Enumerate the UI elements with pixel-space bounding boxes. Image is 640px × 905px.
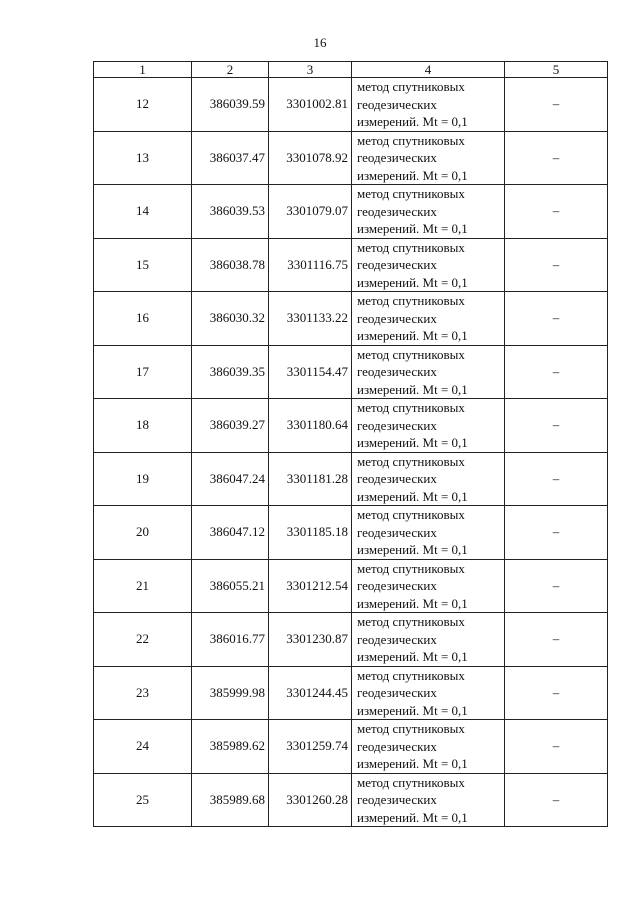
note-cell: – <box>505 613 608 667</box>
method-line: измерений. Mt = 0,1 <box>357 167 468 183</box>
method-line: метод спутниковых <box>357 400 465 415</box>
method-line: геодезических <box>357 150 437 165</box>
method-line: измерений. Mt = 0,1 <box>357 595 468 611</box>
table-row <box>94 506 608 560</box>
method-line: геодезических <box>357 524 437 540</box>
y-coordinate-cell: 3301259.74 <box>269 720 352 774</box>
method-cell <box>352 399 505 453</box>
method-line: метод спутниковых <box>357 453 465 469</box>
method-line: метод спутниковых <box>357 614 465 629</box>
header-col-2: 2 <box>192 62 269 78</box>
table-row <box>94 666 608 720</box>
point-number-cell: 13 <box>94 131 192 185</box>
method-cell <box>352 78 505 132</box>
method-cell <box>352 345 505 399</box>
table-row <box>94 773 608 827</box>
point-number-cell: 21 <box>94 559 192 613</box>
point-number-cell: 23 <box>94 666 192 720</box>
method-line: геодезических <box>357 257 437 272</box>
point-number-cell: 15 <box>94 238 192 292</box>
x-coordinate-cell: 385999.98 <box>192 666 269 720</box>
note-cell: – <box>505 720 608 774</box>
table-row <box>94 345 608 399</box>
method-cell <box>352 238 505 292</box>
note-cell: – <box>505 345 608 399</box>
point-number-cell: 19 <box>94 452 192 506</box>
y-coordinate-cell: 3301244.45 <box>269 666 352 720</box>
method-line: геодезических <box>357 631 437 647</box>
note-cell: – <box>505 666 608 720</box>
method-line: метод спутниковых <box>357 560 465 576</box>
method-line: геодезических <box>357 792 437 807</box>
x-coordinate-cell: 386047.24 <box>192 452 269 506</box>
x-coordinate-cell: 385989.62 <box>192 720 269 774</box>
note-cell: – <box>505 399 608 453</box>
y-coordinate-cell: 3301181.28 <box>269 452 352 506</box>
table-header <box>94 62 608 78</box>
coordinates-table <box>93 61 608 827</box>
y-coordinate-cell: 3301185.18 <box>269 506 352 560</box>
note-cell: – <box>505 773 608 827</box>
method-line: измерений. Mt = 0,1 <box>357 488 468 504</box>
x-coordinate-cell: 386039.53 <box>192 185 269 239</box>
method-line: метод спутниковых <box>357 79 465 94</box>
y-coordinate-cell: 3301133.22 <box>269 292 352 346</box>
method-cell <box>352 666 505 720</box>
header-row <box>94 62 608 78</box>
note-cell: – <box>505 559 608 613</box>
method-line: геодезических <box>357 364 437 379</box>
point-number-cell: 22 <box>94 613 192 667</box>
method-line: геодезических <box>357 738 437 754</box>
point-number-cell: 16 <box>94 292 192 346</box>
header-col-4: 4 <box>352 62 505 78</box>
method-line: измерений. Mt = 0,1 <box>357 114 468 129</box>
method-line: геодезических <box>357 310 437 326</box>
point-number-cell: 17 <box>94 345 192 399</box>
method-line: метод спутниковых <box>357 186 465 201</box>
table-body <box>94 78 608 827</box>
method-line: геодезических <box>357 417 437 433</box>
table-row <box>94 131 608 185</box>
method-line: метод спутниковых <box>357 507 465 522</box>
method-line: геодезических <box>357 578 437 593</box>
method-cell <box>352 292 505 346</box>
method-line: измерений. Mt = 0,1 <box>357 274 468 290</box>
note-cell: – <box>505 452 608 506</box>
method-line: измерений. Mt = 0,1 <box>357 702 468 718</box>
x-coordinate-cell: 386016.77 <box>192 613 269 667</box>
method-cell <box>352 559 505 613</box>
method-cell <box>352 131 505 185</box>
method-cell <box>352 720 505 774</box>
note-cell: – <box>505 292 608 346</box>
note-cell: – <box>505 238 608 292</box>
method-line: метод спутниковых <box>357 667 465 683</box>
method-cell <box>352 452 505 506</box>
note-cell: – <box>505 185 608 239</box>
point-number-cell: 25 <box>94 773 192 827</box>
method-line: метод спутниковых <box>357 132 465 148</box>
point-number-cell: 14 <box>94 185 192 239</box>
method-cell <box>352 506 505 560</box>
method-cell <box>352 773 505 827</box>
table-row <box>94 559 608 613</box>
method-line: метод спутниковых <box>357 721 465 736</box>
x-coordinate-cell: 385989.68 <box>192 773 269 827</box>
method-cell <box>352 185 505 239</box>
y-coordinate-cell: 3301180.64 <box>269 399 352 453</box>
point-number-cell: 20 <box>94 506 192 560</box>
note-cell: – <box>505 131 608 185</box>
y-coordinate-cell: 3301079.07 <box>269 185 352 239</box>
note-cell: – <box>505 78 608 132</box>
table-row <box>94 613 608 667</box>
method-cell <box>352 613 505 667</box>
y-coordinate-cell: 3301002.81 <box>269 78 352 132</box>
method-line: измерений. Mt = 0,1 <box>357 381 468 397</box>
method-line: геодезических <box>357 96 437 112</box>
y-coordinate-cell: 3301116.75 <box>269 238 352 292</box>
y-coordinate-cell: 3301212.54 <box>269 559 352 613</box>
table-row <box>94 720 608 774</box>
y-coordinate-cell: 3301154.47 <box>269 345 352 399</box>
y-coordinate-cell: 3301260.28 <box>269 773 352 827</box>
method-line: метод спутниковых <box>357 774 465 790</box>
x-coordinate-cell: 386039.27 <box>192 399 269 453</box>
point-number-cell: 24 <box>94 720 192 774</box>
header-col-3: 3 <box>269 62 352 78</box>
method-line: геодезических <box>357 685 437 700</box>
method-line: геодезических <box>357 203 437 219</box>
method-line: метод спутниковых <box>357 293 465 308</box>
header-col-1: 1 <box>94 62 192 78</box>
method-line: измерений. Mt = 0,1 <box>357 435 468 450</box>
x-coordinate-cell: 386047.12 <box>192 506 269 560</box>
y-coordinate-cell: 3301230.87 <box>269 613 352 667</box>
method-line: измерений. Mt = 0,1 <box>357 328 468 343</box>
table-row <box>94 238 608 292</box>
table-row <box>94 399 608 453</box>
method-line: измерений. Mt = 0,1 <box>357 649 468 664</box>
x-coordinate-cell: 386039.59 <box>192 78 269 132</box>
x-coordinate-cell: 386030.32 <box>192 292 269 346</box>
x-coordinate-cell: 386038.78 <box>192 238 269 292</box>
method-line: метод спутниковых <box>357 239 465 255</box>
note-cell: – <box>505 506 608 560</box>
table-row <box>94 452 608 506</box>
page-number: 16 <box>313 35 327 50</box>
x-coordinate-cell: 386055.21 <box>192 559 269 613</box>
table-row <box>94 185 608 239</box>
point-number-cell: 12 <box>94 78 192 132</box>
method-line: измерений. Mt = 0,1 <box>357 542 468 557</box>
x-coordinate-cell: 386037.47 <box>192 131 269 185</box>
x-coordinate-cell: 386039.35 <box>192 345 269 399</box>
table-row <box>94 292 608 346</box>
method-line: измерений. Mt = 0,1 <box>357 221 468 236</box>
method-line: измерений. Mt = 0,1 <box>357 809 468 825</box>
y-coordinate-cell: 3301078.92 <box>269 131 352 185</box>
method-line: геодезических <box>357 471 437 486</box>
method-line: измерений. Mt = 0,1 <box>357 756 468 771</box>
table-row <box>94 78 608 132</box>
header-col-5: 5 <box>505 62 608 78</box>
method-line: метод спутниковых <box>357 346 465 362</box>
point-number-cell: 18 <box>94 399 192 453</box>
